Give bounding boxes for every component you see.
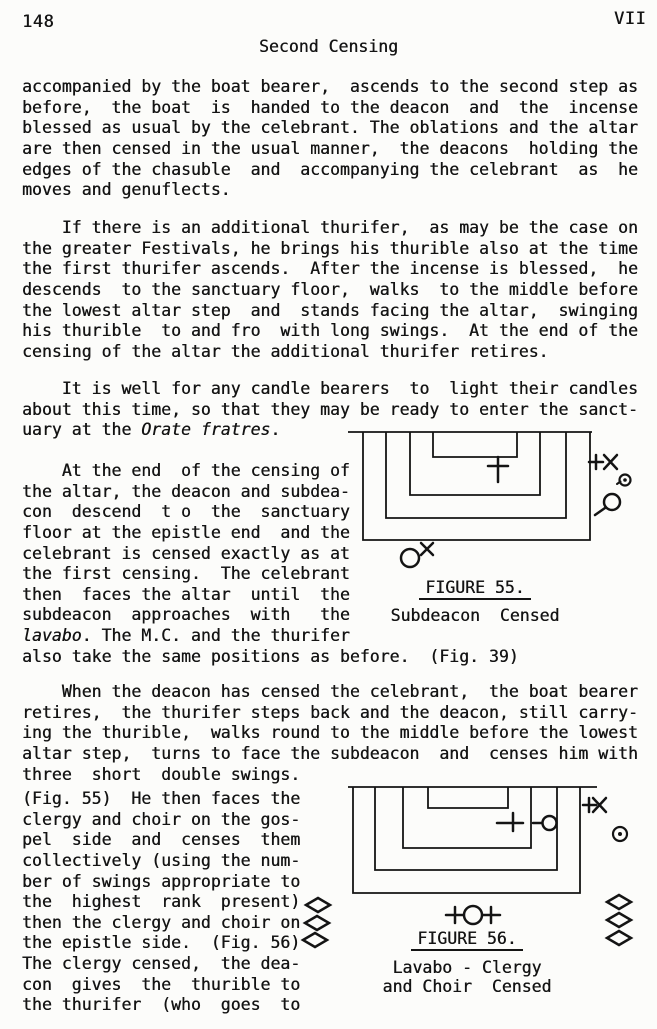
text-line: (Fig. 55) He then faces the	[22, 789, 301, 808]
text-line: then the clergy and choir on	[22, 912, 301, 932]
paragraph-6	[22, 789, 300, 1016]
circle-tail-icon	[595, 494, 620, 515]
chapter-numeral: VII	[614, 9, 647, 29]
cross-icon	[497, 813, 523, 831]
altar-steps-plan	[348, 787, 597, 893]
text-line: censing of the altar the additional thurifer retires.	[22, 341, 549, 361]
text-line: floor at the epistle end and the	[22, 522, 350, 542]
page-title: Second Censing	[258, 37, 399, 56]
text-line: At the end of the censing of	[22, 461, 350, 480]
circle-dot-tick-icon	[617, 475, 631, 486]
figure-56-subtitle-line1: Lavabo - Clergy	[392, 958, 542, 977]
text-line: his thurible to and fro with long swings. At the end of the	[22, 321, 638, 341]
text-line: the first thurifer ascends. After the incense is blessed, he	[22, 259, 638, 279]
text-line: clergy and choir on the gos-	[22, 809, 301, 829]
text-line: the thurifer (who goes to	[22, 995, 301, 1015]
text-line: the highest rank present)	[22, 892, 301, 912]
text-line: con descend t o the sanctuary	[22, 502, 350, 522]
altar-steps-plan	[348, 432, 592, 540]
figure-56-title: FIGURE 56.	[322, 929, 612, 948]
paragraph-1	[22, 77, 638, 201]
text-line: the greater Festivals, he brings his thurible also at the time	[22, 238, 638, 258]
text-line: When the deacon has censed the celebrant, the boat bearer	[22, 682, 638, 701]
text-line: the altar, the deacon and subdea-	[22, 481, 350, 501]
text-line: uary at the Orate fratres.	[22, 420, 281, 440]
text-line: moves and genuflects.	[22, 180, 231, 200]
text-line: then faces the altar until the	[22, 584, 350, 604]
text-line: It is well for any candle bearers to light their candles	[22, 379, 638, 398]
plus-x-icon	[589, 455, 617, 469]
paragraph-2	[22, 218, 638, 362]
text-line: ing the thurible, walks round to the middle before the lowest	[22, 723, 638, 743]
text-line: retires, the thurifer steps back and the deacon, still carry-	[22, 702, 638, 722]
paragraph-5	[22, 682, 638, 785]
text-line: The clergy censed, the dea-	[22, 954, 301, 974]
figure-55-diagram	[340, 425, 650, 580]
text-line: altar step, turns to face the subdeacon and censes him with	[22, 743, 638, 763]
text-line: ber of swings appropriate to	[22, 871, 301, 891]
text-line: descends to the sanctuary floor, walks to the middle before	[22, 279, 638, 299]
text-line: before, the boat is handed to the deacon and the incense	[22, 97, 638, 117]
text-line: the lowest altar step and stands facing the altar, swinging	[22, 300, 638, 320]
plus-x-icon	[583, 798, 606, 812]
text-line: If there is an additional thurifer, as may be the case on	[22, 218, 638, 237]
text-line: three short double swings.	[22, 764, 301, 784]
dash-circle-icon	[533, 816, 557, 830]
circle-dot-icon	[613, 827, 627, 841]
plus-circle-plus-icon	[446, 906, 500, 924]
text-line: subdeacon approaches with the	[22, 605, 350, 625]
text-line: the first censing. The celebrant	[22, 564, 350, 584]
text-line: blessed as usual by the celebrant. The oblations and the altar	[22, 118, 638, 138]
text-line: also take the same positions as before. (Fig. 39)	[22, 646, 519, 666]
cross-icon	[488, 457, 508, 482]
text-line: con gives the thurible to	[22, 974, 301, 994]
text-line: about this time, so that they may be ready to enter the sanct-	[22, 399, 638, 419]
circle-x-icon	[401, 543, 433, 567]
figure-56-subtitle-line2: and Choir Censed	[382, 977, 552, 996]
text-line: edges of the chasuble and accompanying the celebrant as he	[22, 159, 638, 179]
text-line: pel side and censes them	[22, 830, 301, 850]
text-line: collectively (using the num-	[22, 850, 301, 870]
figure-55-title: FIGURE 55.	[330, 578, 620, 597]
figure-55-subtitle: Subdeacon Censed	[390, 606, 560, 625]
text-line: accompanied by the boat bearer, ascends to the second step as	[22, 77, 638, 96]
text-line: celebrant is censed exactly as at	[22, 543, 350, 563]
text-line: lavabo. The M.C. and the thurifer	[22, 626, 350, 646]
page-number: 148	[22, 12, 55, 32]
text-line: are then censed in the usual manner, the deacons holding the	[22, 138, 638, 158]
text-line: the epistle side. (Fig. 56)	[22, 933, 301, 953]
